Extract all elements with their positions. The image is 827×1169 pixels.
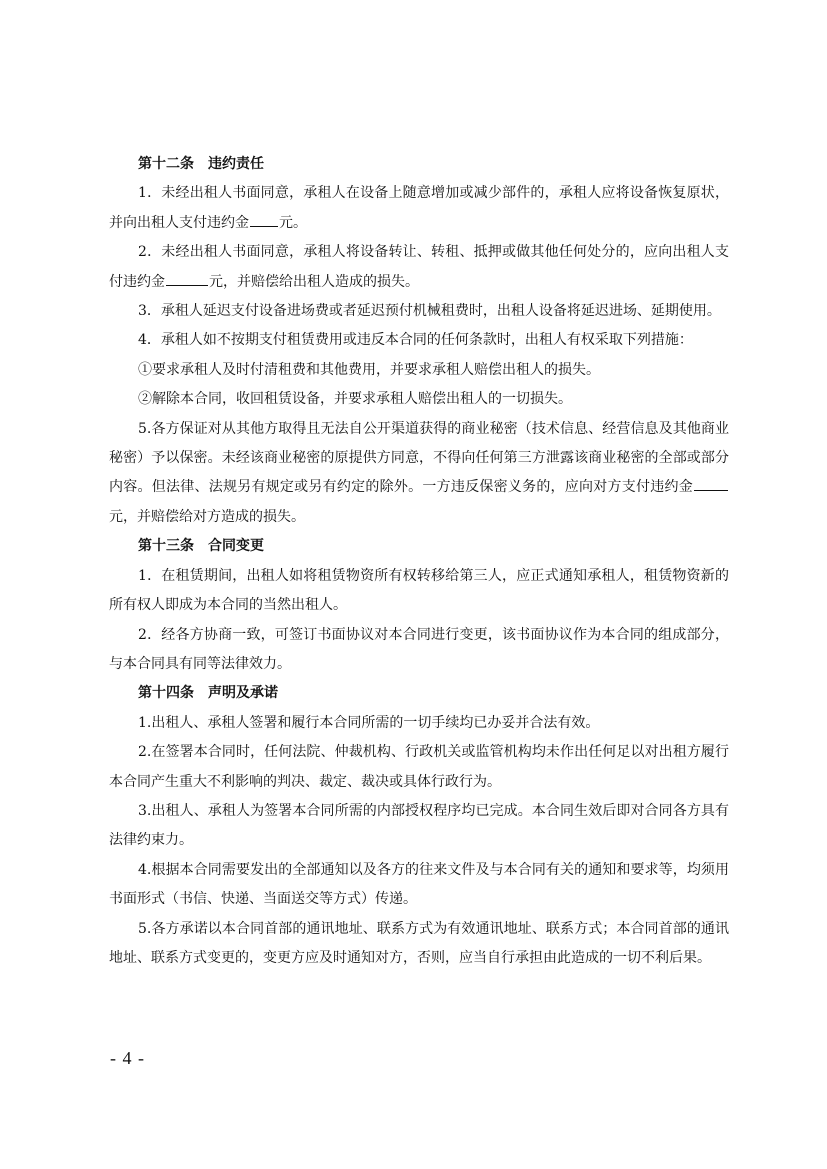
clause-text: 5.各方保证对从其他方取得且无法自公开渠道获得的商业秘密（技术信息、经营信息及其他商业秘密）予以保密。未经该商业秘密的原提供方同意，不得向任何第三方泄露该商业秘密的全部或部分内容。但法律、法规另有规定或另有约定的除外。一方违反保密义务的，应向对方支付违约金 xyxy=(109,420,729,496)
article-14-clause-3: 3.出租人、承租人为签署本合同所需的内部授权程序均已完成。本合同生效后即对合同各方具有法律约束力。 xyxy=(109,802,729,849)
article-14-clause-1: 1.出租人、承租人签署和履行本合同所需的一切手续均已办妥并合法有效。 xyxy=(138,714,600,731)
blank-line xyxy=(250,210,278,227)
blank-line xyxy=(694,474,728,491)
clause-text: 元，并赔偿给对方造成的损失。 xyxy=(109,508,305,525)
article-14-clause-5: 5.各方承诺以本合同首部的通讯地址、联系方式为有效通讯地址、联系方式；本合同首部的通讯地址、联系方式变更的，变更方应及时通知对方，否则，应当自行承担由此造成的一切不利后果。 xyxy=(109,920,729,966)
article-12-clause-2 xyxy=(109,238,729,297)
article-14-heading: 第十四条 声明及承诺 xyxy=(138,685,278,702)
clause-text: 1．未经出租人书面同意，承租人在设备上随意增加或减少部件的，承租人应将设备恢复原状，并向出租人支付违约金 xyxy=(109,185,729,231)
clause-text: 2．未经出租人书面同意，承租人将设备转让、转租、抵押或做其他任何处分的，应向出租人支付违约金 xyxy=(109,244,729,290)
clause-text: 元，并赔偿给出租人造成的损失。 xyxy=(209,273,419,290)
article-12-clause-1 xyxy=(109,179,729,238)
clause-text: 元。 xyxy=(279,214,307,231)
page-number: - 4 - xyxy=(110,1048,145,1068)
article-12-clause-4: 4．承租人如不按期支付租赁费用或违反本合同的任何条款时，出租人有权采取下列措施： xyxy=(138,332,693,349)
article-13-heading: 第十三条 合同变更 xyxy=(138,538,264,555)
contract-page-body xyxy=(109,150,729,973)
blank-line xyxy=(166,269,208,286)
article-12-clause-3: 3．承租人延迟支付设备进场费或者延迟预付机械租费时，出租人设备将延迟进场、延期使用。 xyxy=(138,303,721,320)
article-13-clause-1: 1．在租赁期间，出租人如将租赁物资所有权转移给第三人，应正式通知承租人，租赁物资新的所有权人即成为本合同的当然出租人。 xyxy=(109,567,729,614)
article-12-clause-4-item-2: ②解除本合同，收回租赁设备，并要求承租人赔偿出租人的一切损失。 xyxy=(138,391,572,408)
article-12-heading: 第十二条 违约责任 xyxy=(138,156,264,172)
article-14-clause-2: 2.在签署本合同时，任何法院、仲裁机构、行政机关或监管机构均未作出任何足以对出租方履行本合同产生重大不利影响的判决、裁定、裁决或具体行政行为。 xyxy=(109,744,729,790)
article-13-clause-2: 2．经各方协商一致，可签订书面协议对本合同进行变更，该书面协议作为本合同的组成部分，与本合同具有同等法律效力。 xyxy=(109,626,729,672)
article-12-clause-5 xyxy=(109,415,729,533)
article-12-clause-4-item-1: ①要求承租人及时付清租费和其他费用，并要求承租人赔偿出租人的损失。 xyxy=(138,361,600,378)
article-14-clause-4: 4.根据本合同需要发出的全部通知以及各方的往来文件及与本合同有关的通知和要求等，均须用书面形式（书信、快递、当面送交等方式）传递。 xyxy=(109,861,729,908)
